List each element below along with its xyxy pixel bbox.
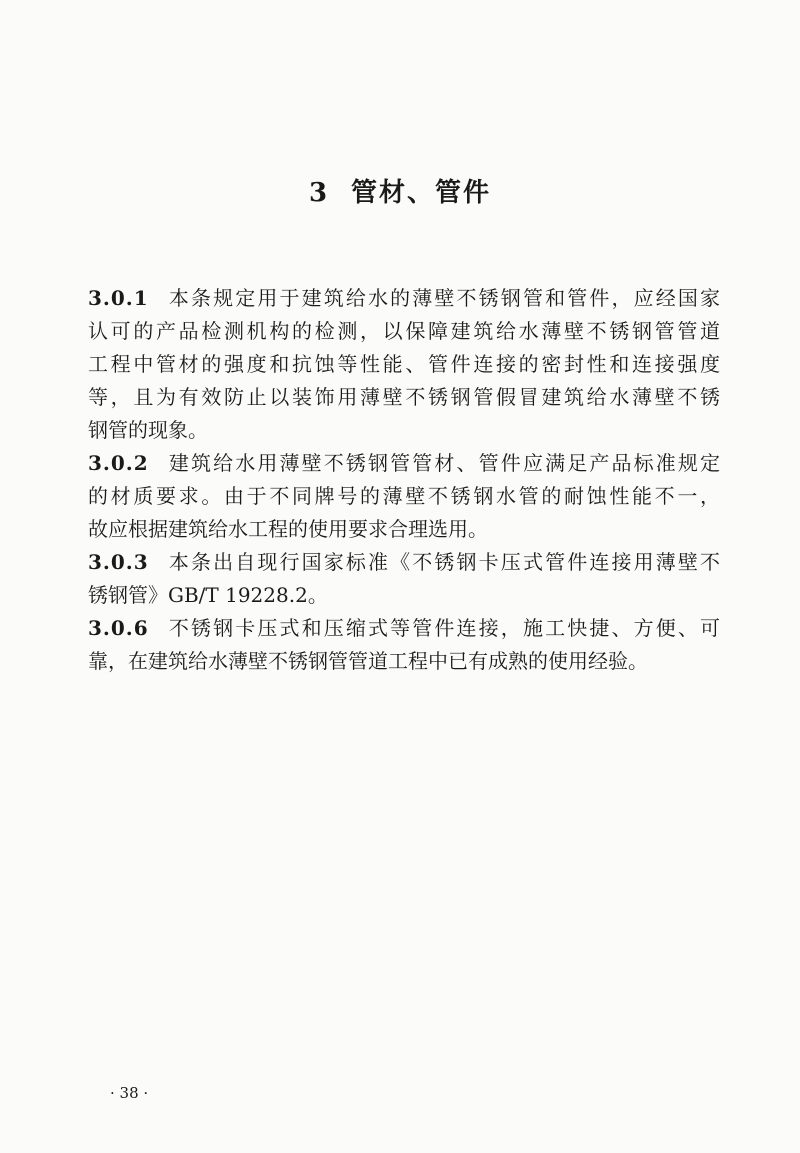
document-body	[88, 282, 720, 678]
clause-3-0-2	[88, 447, 720, 546]
line-text: 本条出自现行国家标准《不锈钢卡压式管件连接用薄壁不	[166, 550, 720, 574]
clause-number: 3.0.6	[88, 616, 149, 640]
line-text: 工程中管材的强度和抗蚀等性能、管件连接的密封性和连接强度	[88, 352, 720, 376]
text-line	[88, 447, 720, 480]
clause-3-0-6	[88, 612, 720, 678]
text-line	[88, 480, 720, 513]
clause-number: 3.0.1	[88, 286, 149, 310]
line-text: 认可的产品检测机构的检测，以保障建筑给水薄壁不锈钢管管道	[88, 319, 720, 343]
line-text: 不锈钢卡压式和压缩式等管件连接，施工快捷、方便、可	[166, 616, 720, 640]
clause-number: 3.0.2	[88, 451, 149, 475]
line-text: 故应根据建筑给水工程的使用要求合理选用。	[88, 517, 488, 541]
chapter-title: 管材、管件	[351, 178, 492, 208]
clause-number: 3.0.3	[88, 550, 149, 574]
text-line	[88, 348, 720, 381]
text-line	[88, 513, 720, 546]
line-text: 建筑给水用薄壁不锈钢管管材、管件应满足产品标准规定	[166, 451, 720, 475]
text-line	[88, 414, 720, 447]
clause-3-0-3	[88, 546, 720, 612]
line-text: 靠，在建筑给水薄壁不锈钢管管道工程中已有成熟的使用经验。	[88, 649, 648, 673]
text-line	[88, 645, 720, 678]
line-text: 等，且为有效防止以装饰用薄壁不锈钢管假冒建筑给水薄壁不锈	[88, 385, 720, 409]
clause-3-0-1	[88, 282, 720, 447]
text-line	[88, 546, 720, 579]
text-line	[88, 315, 720, 348]
chapter-heading	[0, 172, 800, 209]
text-line	[88, 579, 720, 612]
page-number: · 38 ·	[110, 1084, 149, 1102]
text-line	[88, 381, 720, 414]
text-line	[88, 612, 720, 645]
text-line	[88, 282, 720, 315]
line-text: 本条规定用于建筑给水的薄壁不锈钢管和管件，应经国家	[166, 286, 720, 310]
chapter-number: 3	[308, 178, 330, 208]
line-text: 锈钢管》GB/T 19228.2。	[88, 583, 328, 607]
line-text: 钢管的现象。	[88, 418, 208, 442]
line-text: 的材质要求。由于不同牌号的薄壁不锈钢水管的耐蚀性能不一，	[88, 484, 720, 508]
